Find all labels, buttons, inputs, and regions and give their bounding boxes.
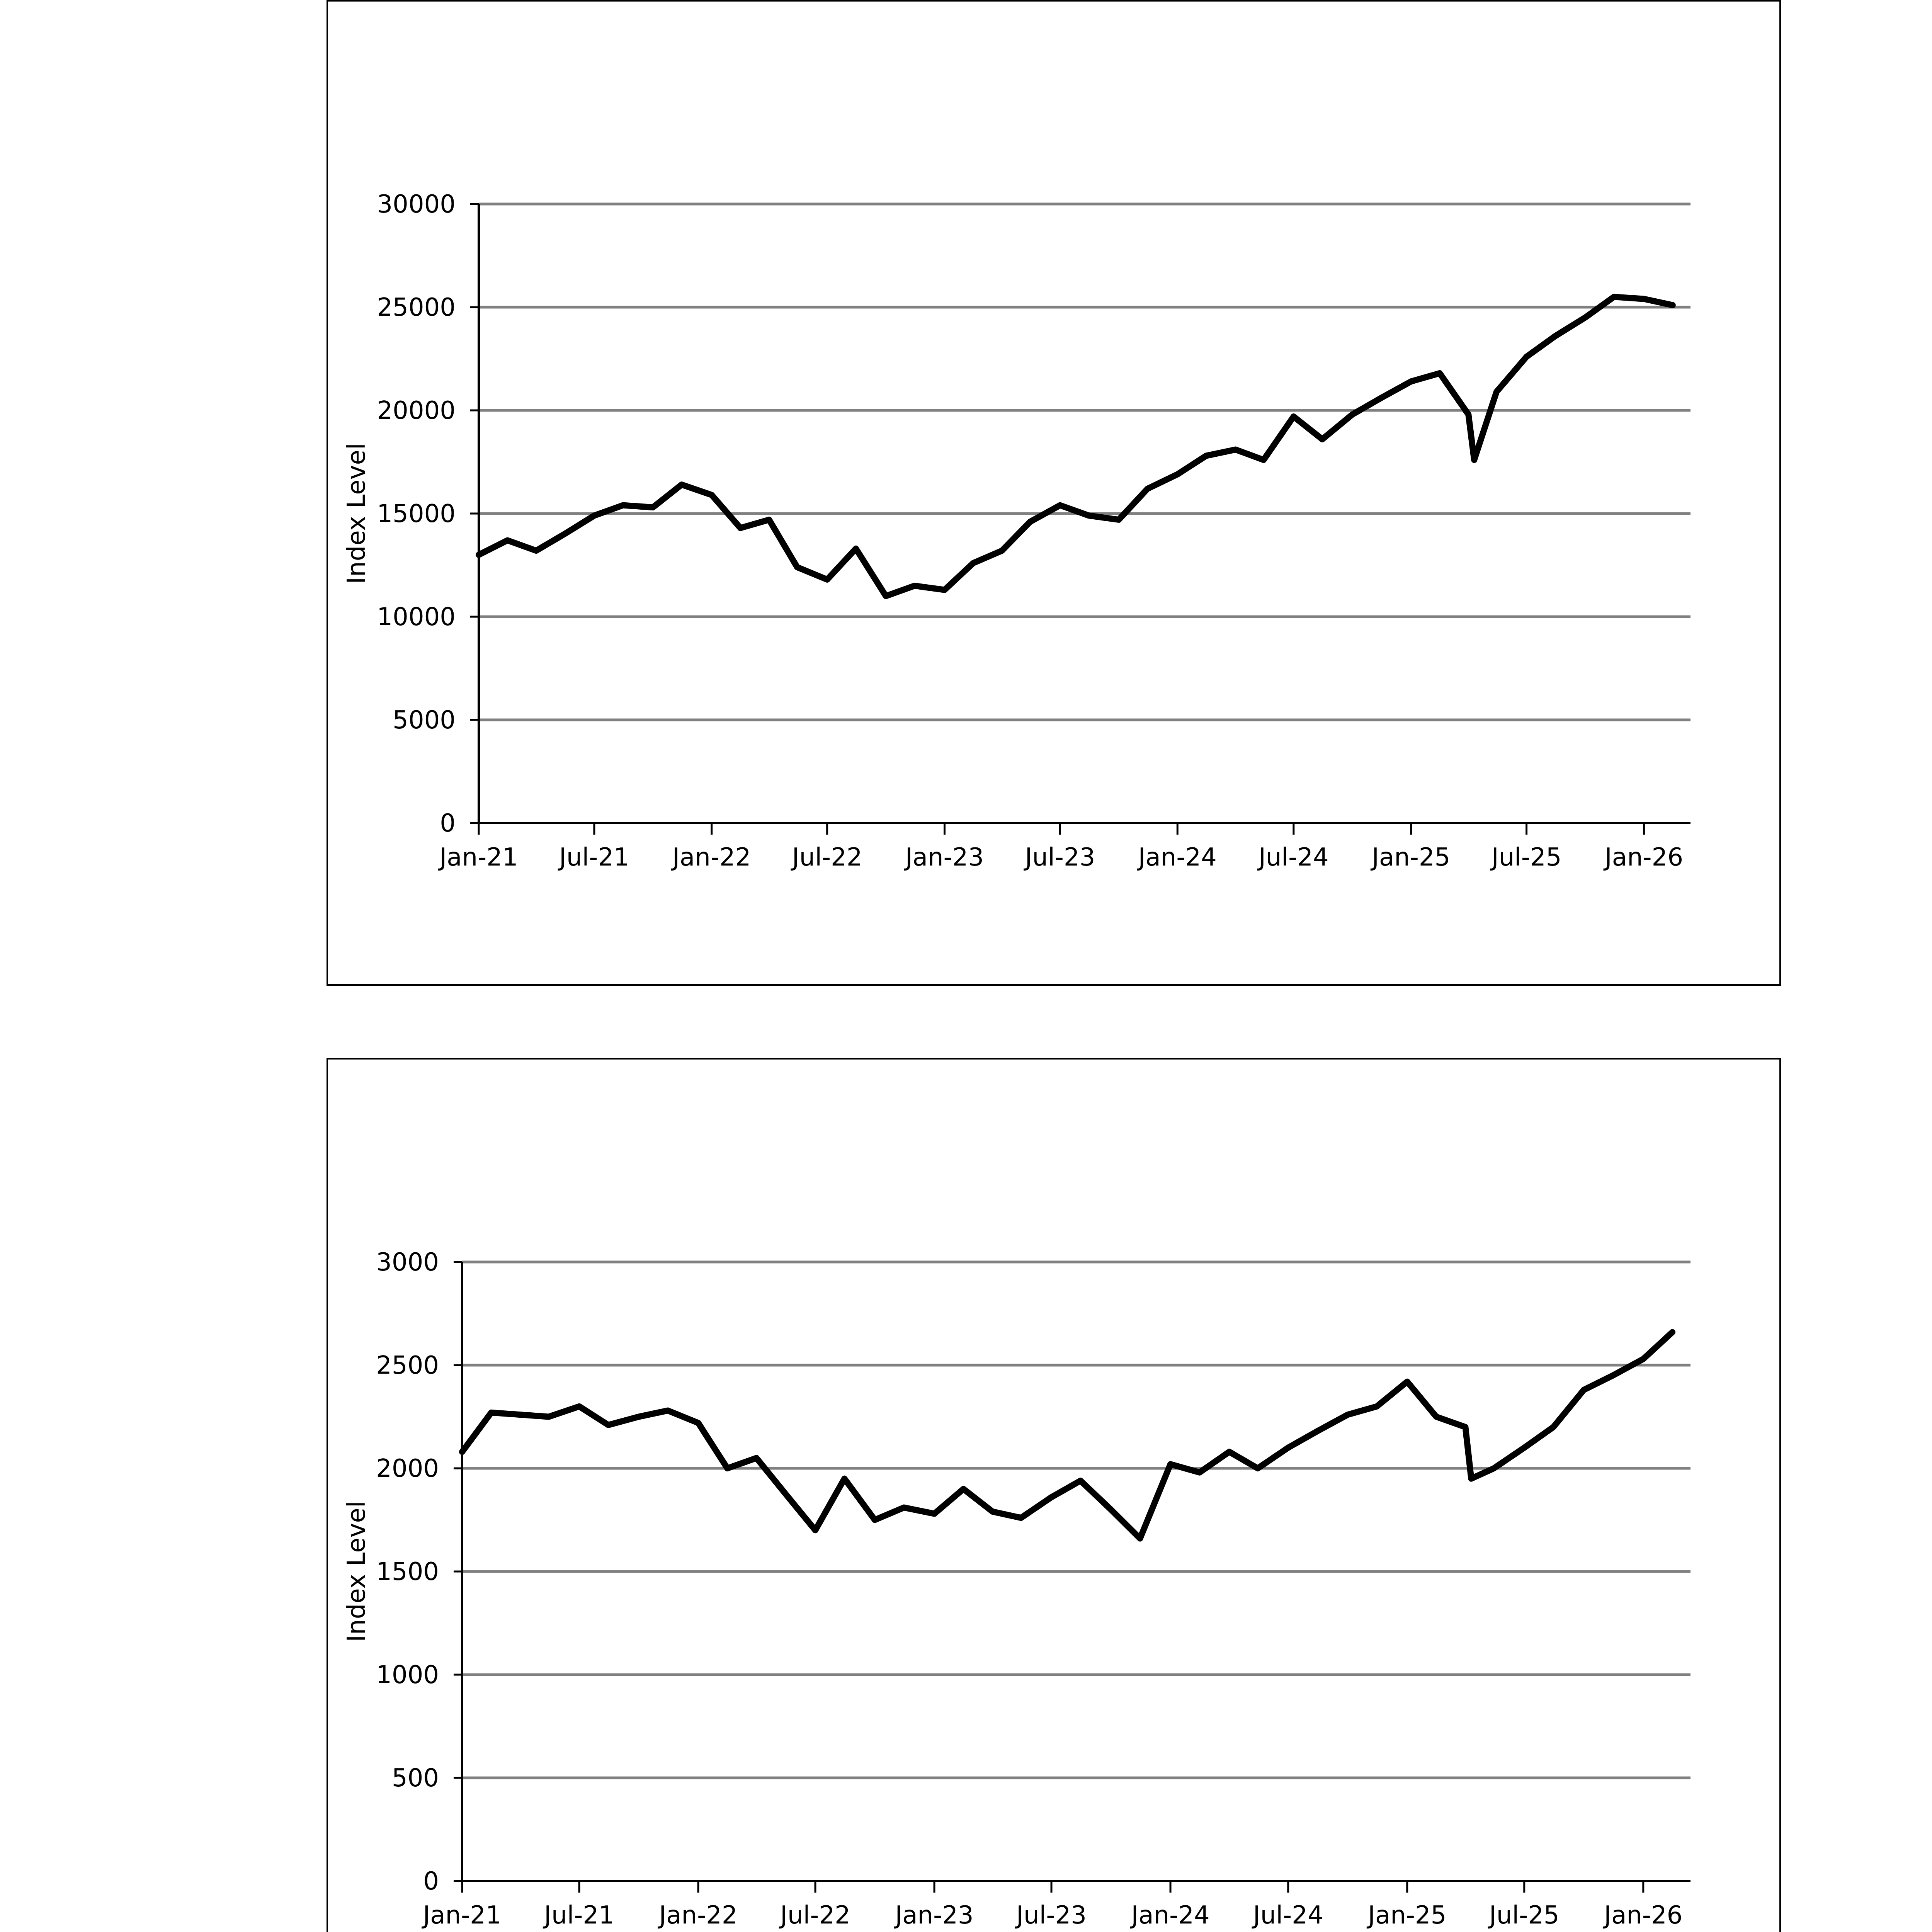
x-tick-label: Jan-26 [1604,843,1684,872]
chart-top-svg [328,2,1779,984]
y-tick-label: 2500 [376,1351,439,1380]
x-tick-label: Jan-22 [672,843,751,872]
y-tick-label: 30000 [377,190,456,219]
y-axis-label: Index Level [342,1501,371,1642]
y-tick-label: 25000 [377,293,456,322]
x-tick-label: Jul-22 [780,1901,850,1930]
x-tick-label: Jan-22 [659,1901,738,1930]
x-tick-label: Jul-21 [544,1901,614,1930]
x-tick-label: Jul-23 [1016,1901,1087,1930]
y-tick-label: 1500 [376,1558,439,1586]
x-tick-label: Jan-21 [423,1901,502,1930]
x-tick-label: Jan-25 [1368,1901,1447,1930]
x-tick-label: Jul-23 [1025,843,1095,872]
y-tick-label: 500 [391,1764,439,1793]
x-tick-label: Jan-23 [895,1901,974,1930]
x-tick-label: Jan-26 [1604,1901,1683,1930]
x-tick-label: Jul-25 [1489,1901,1560,1930]
y-axis-label: Index Level [342,443,371,584]
chart-panel-top [327,0,1781,986]
y-tick-label: 1000 [376,1661,439,1689]
y-tick-label: 3000 [376,1248,439,1277]
x-tick-label: Jan-25 [1372,843,1451,872]
y-tick-label: 2000 [376,1454,439,1483]
x-tick-label: Jul-21 [559,843,629,872]
series-line [462,1332,1672,1539]
x-tick-label: Jan-21 [439,843,518,872]
y-tick-label: 15000 [377,500,456,528]
y-tick-label: 5000 [393,706,456,735]
y-tick-label: 10000 [377,603,456,631]
chart-panel-bottom [327,1058,1781,1932]
x-tick-label: Jan-24 [1138,843,1217,872]
chart-bottom-svg [328,1060,1779,1932]
x-tick-label: Jul-25 [1491,843,1562,872]
x-tick-label: Jan-24 [1131,1901,1210,1930]
x-tick-label: Jul-22 [792,843,862,872]
series-line [479,297,1673,596]
x-tick-label: Jul-24 [1258,843,1329,872]
x-tick-label: Jan-23 [905,843,984,872]
y-tick-label: 0 [423,1867,439,1896]
x-tick-label: Jul-24 [1253,1901,1323,1930]
y-tick-label: 0 [440,809,456,838]
y-tick-label: 20000 [377,396,456,425]
